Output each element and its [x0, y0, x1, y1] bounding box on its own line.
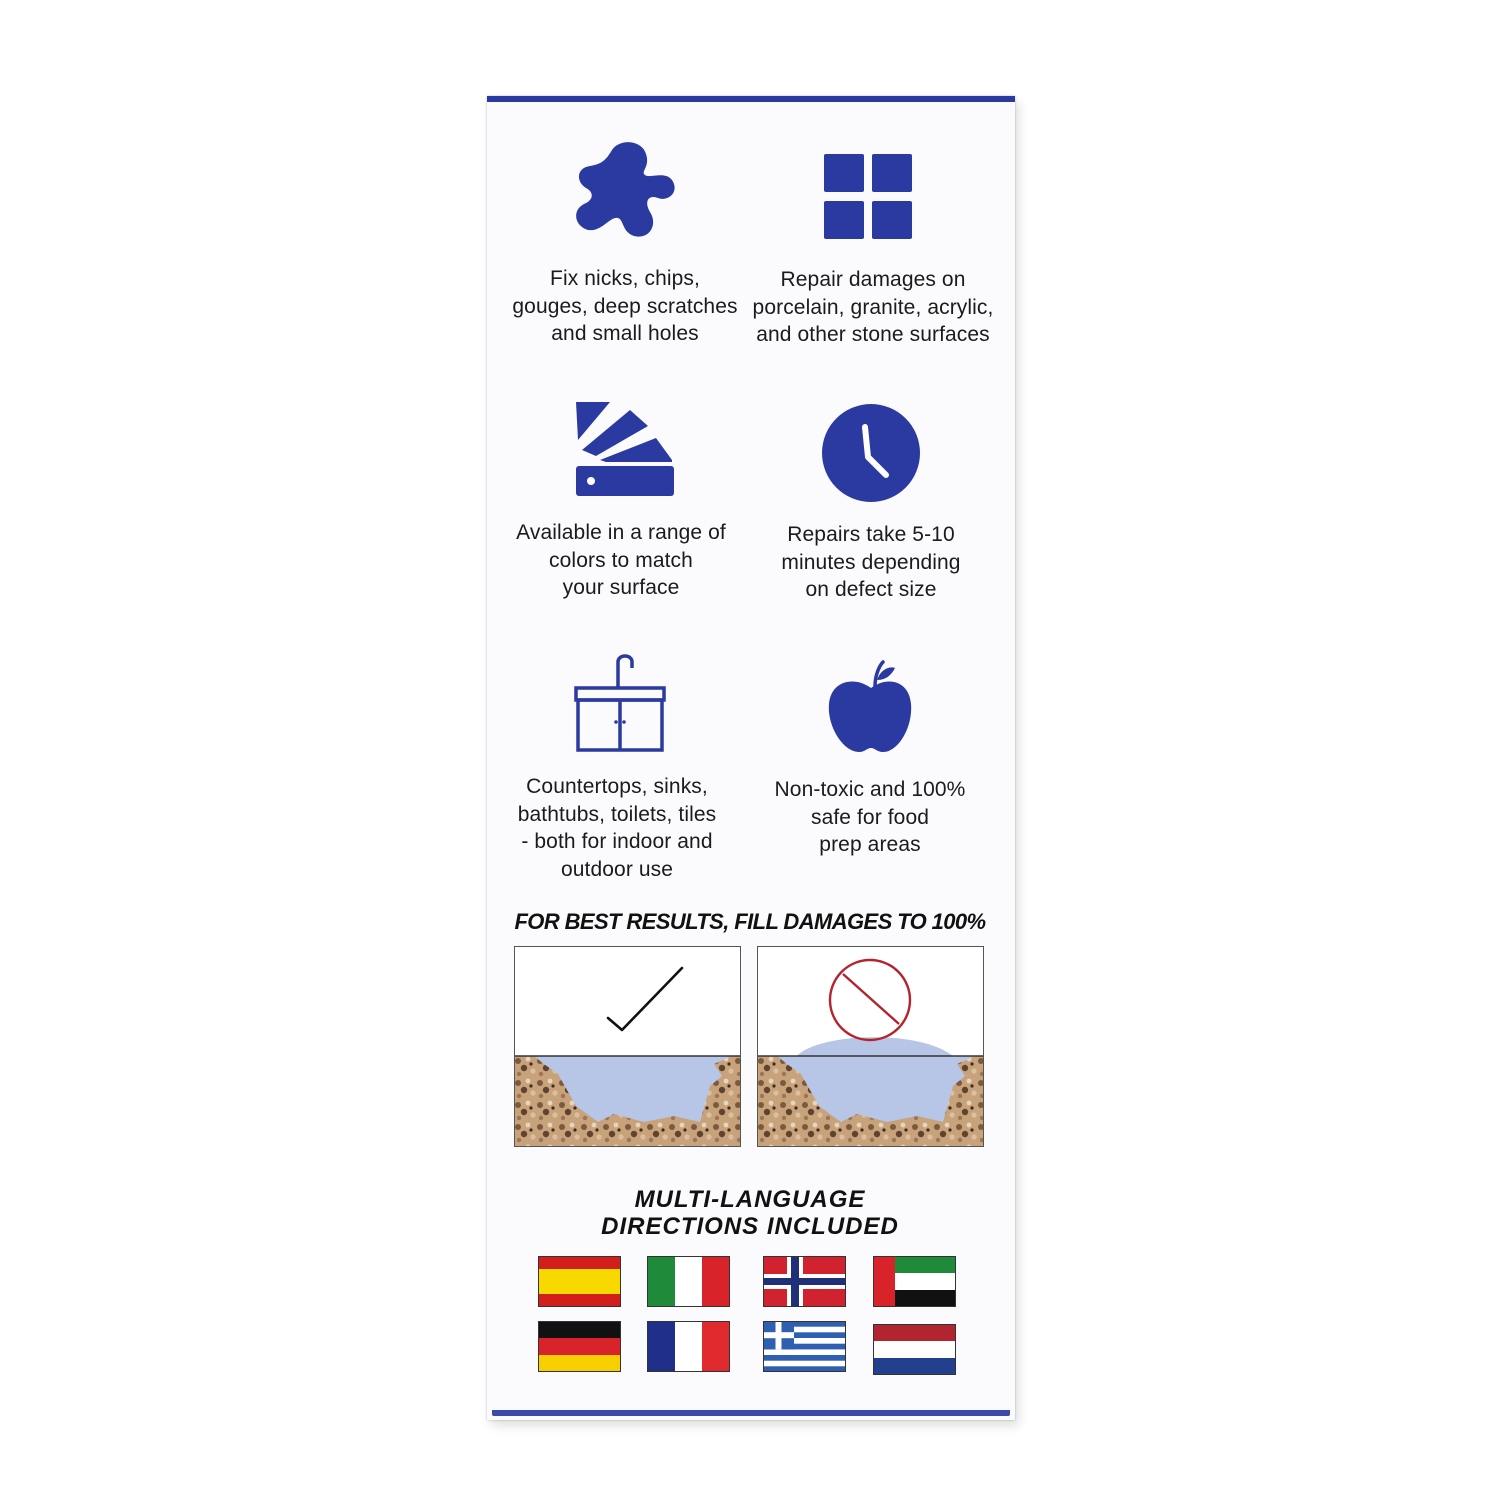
feature-text: Repair damages on porcelain, granite, acrylic, and other stone surfaces — [752, 268, 994, 346]
clock-icon — [820, 403, 922, 503]
germany-flag-icon — [538, 1321, 621, 1372]
uae-flag-icon — [873, 1256, 956, 1307]
multi-language-line1: MULTI-LANGUAGE — [634, 1186, 866, 1213]
box-bottom-edge — [492, 1410, 1010, 1416]
feature-fix-nicks — [500, 140, 750, 350]
france-flag-icon — [647, 1321, 730, 1372]
correct-fill-panel — [514, 946, 741, 1147]
feature-color-range — [496, 400, 746, 610]
color-swatch-icon — [574, 400, 676, 498]
fill-banner: FOR BEST RESULTS, FILL DAMAGES TO 100% — [514, 909, 986, 934]
feature-repair-surfaces — [748, 140, 998, 350]
norway-flag-icon — [763, 1256, 846, 1307]
feature-text: Fix nicks, chips, gouges, deep scratches and small holes — [512, 267, 738, 345]
tiles-grid-icon — [824, 154, 914, 242]
italy-flag-icon — [647, 1256, 730, 1307]
feature-text: Countertops, sinks, bathtubs, toilets, tiles - both for indoor and outdoor use — [517, 775, 717, 881]
multi-language-heading — [550, 1186, 950, 1240]
feature-text: Repairs take 5-10 minutes depending on defect size — [781, 523, 961, 601]
spain-flag-icon — [538, 1256, 621, 1307]
sink-cabinet-icon — [574, 652, 670, 754]
feature-text: Available in a range of colors to match your surface — [516, 521, 726, 599]
feature-use-areas — [492, 652, 742, 882]
greece-flag-icon — [763, 1321, 846, 1372]
feature-text: Non-toxic and 100% safe for food prep areas — [774, 778, 966, 856]
netherlands-flag-icon — [873, 1324, 956, 1375]
feature-non-toxic — [745, 652, 995, 882]
feature-repair-time — [746, 400, 996, 610]
puzzle-blob-icon — [572, 140, 680, 244]
multi-language-line2: DIRECTIONS INCLUDED — [601, 1213, 899, 1240]
overfill-panel — [757, 946, 984, 1147]
apple-icon — [825, 656, 915, 756]
